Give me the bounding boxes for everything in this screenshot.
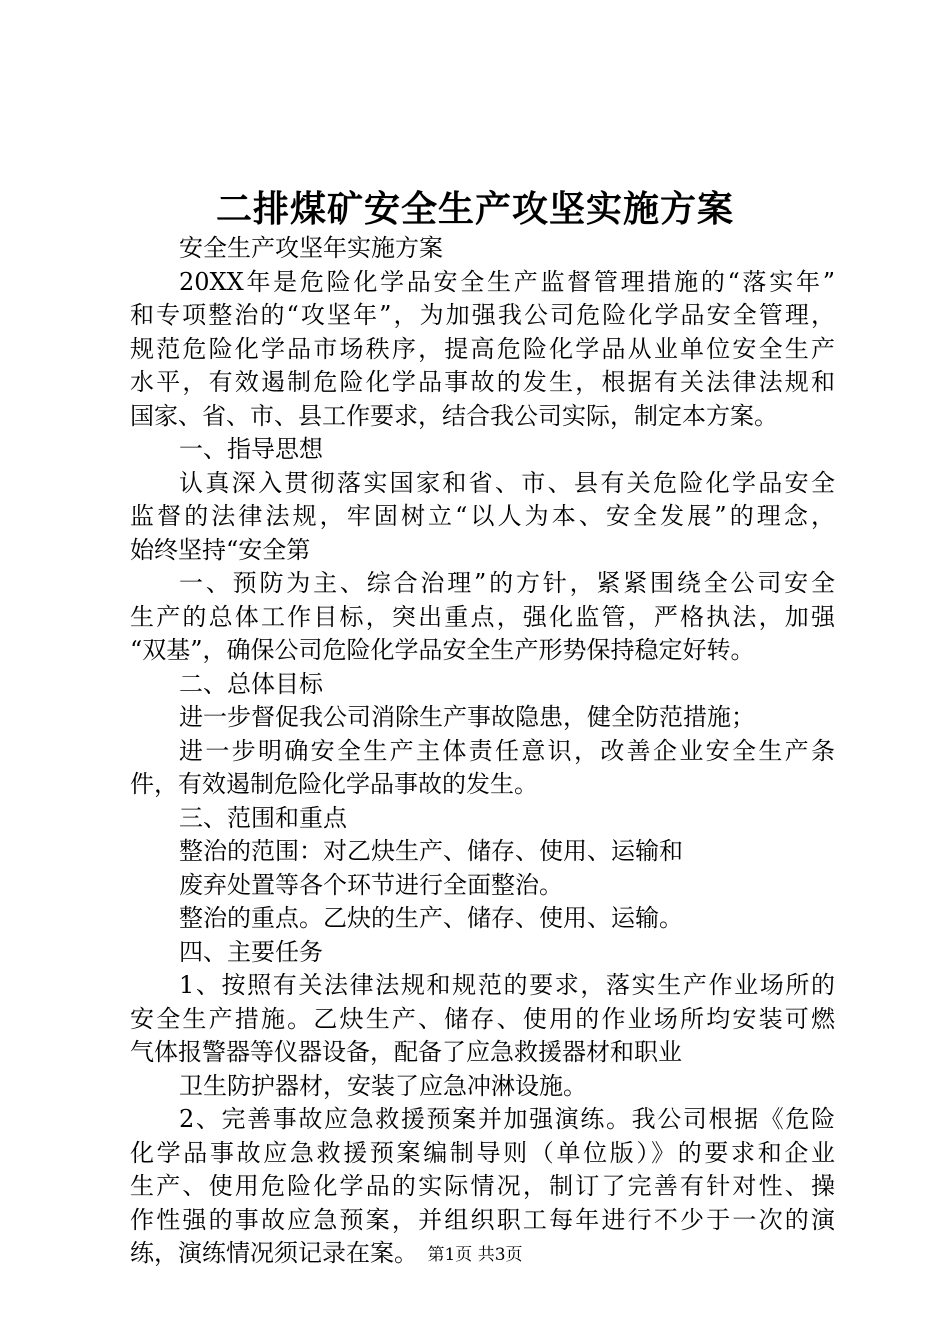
body-line: 整治的重点。乙炔的生产、储存、使用、运输。 [179,904,683,932]
body-line: 安全生产措施。乙炔生产、储存、使用的作业场所均安装可燃 [130,1004,835,1033]
body-line: 化学品事故应急救援预案编制导则（单位版）》的要求和企业 [130,1138,835,1167]
body-line: 认真深入贯彻落实国家和省、市、县有关危险化学品安全 [179,468,835,497]
body-line: 件，有效遏制危险化学品事故的发生。 [130,770,538,798]
body-line: 练，演练情况须记录在案。 [130,1239,418,1267]
body-line: 卫生防护器材，安装了应急冲淋设施。 [179,1071,587,1100]
document-title: 二排煤矿安全生产攻坚实施方案 [215,188,734,230]
body-line: 监督的法律法规，牢固树立“以人为本、安全发展”的理念， [130,502,835,530]
document-body [130,232,835,1271]
body-line: 四、主要任务 [179,937,323,966]
body-line: 生产、使用危险化学品的实际情况，制订了完善有针对性、操 [130,1172,835,1200]
body-line: 始终坚持“安全第 [130,535,311,564]
body-line: 国家、省、市、县工作要求，结合我公司实际，制定本方案。 [130,401,778,430]
body-line: 规范危险化学品市场秩序，提高危险化学品从业单位安全生产 [130,334,835,363]
body-line: 废弃处置等各个环节进行全面整治。 [179,870,563,899]
body-line: 三、范围和重点 [179,803,347,832]
body-line: 生产的总体工作目标，突出重点，强化监管，严格执法，加强 [130,602,835,631]
body-line: 作性强的事故应急预案，并组织职工每年进行不少于一次的演 [130,1205,835,1234]
body-line: 一、预防为主、综合治理”的方针，紧紧围绕全公司安全 [179,569,835,597]
body-line: 安全生产攻坚年实施方案 [179,234,443,262]
body-line: 一、指导思想 [179,435,323,463]
body-line: 进一步明确安全生产主体责任意识，改善企业安全生产条 [179,736,835,765]
body-line: 整治的范围：对乙炔生产、储存、使用、运输和 [179,837,683,865]
body-line: 水平，有效遏制危险化学品事故的发生，根据有关法律法规和 [130,368,835,396]
body-line: 气体报警器等仪器设备，配备了应急救援器材和职业 [130,1038,682,1066]
body-line: “双基”，确保公司危险化学品安全生产形势保持稳定好转。 [130,636,755,664]
body-line: 进一步督促我公司消除生产事故隐患，健全防范措施； [179,703,755,731]
body-line: 2、完善事故应急救援预案并加强演练。我公司根据《危险 [179,1105,835,1133]
body-line: 和专项整治的“攻坚年”，为加强我公司危险化学品安全管理， [130,301,835,329]
body-line: 二、总体目标 [179,669,323,698]
body-line: 20XX年是危险化学品安全生产监督管理措施的“落实年” [179,267,835,296]
page-footer: 第1页 共3页 [427,1245,523,1265]
body-line: 1、按照有关法律法规和规范的要求，落实生产作业场所的 [179,971,835,999]
